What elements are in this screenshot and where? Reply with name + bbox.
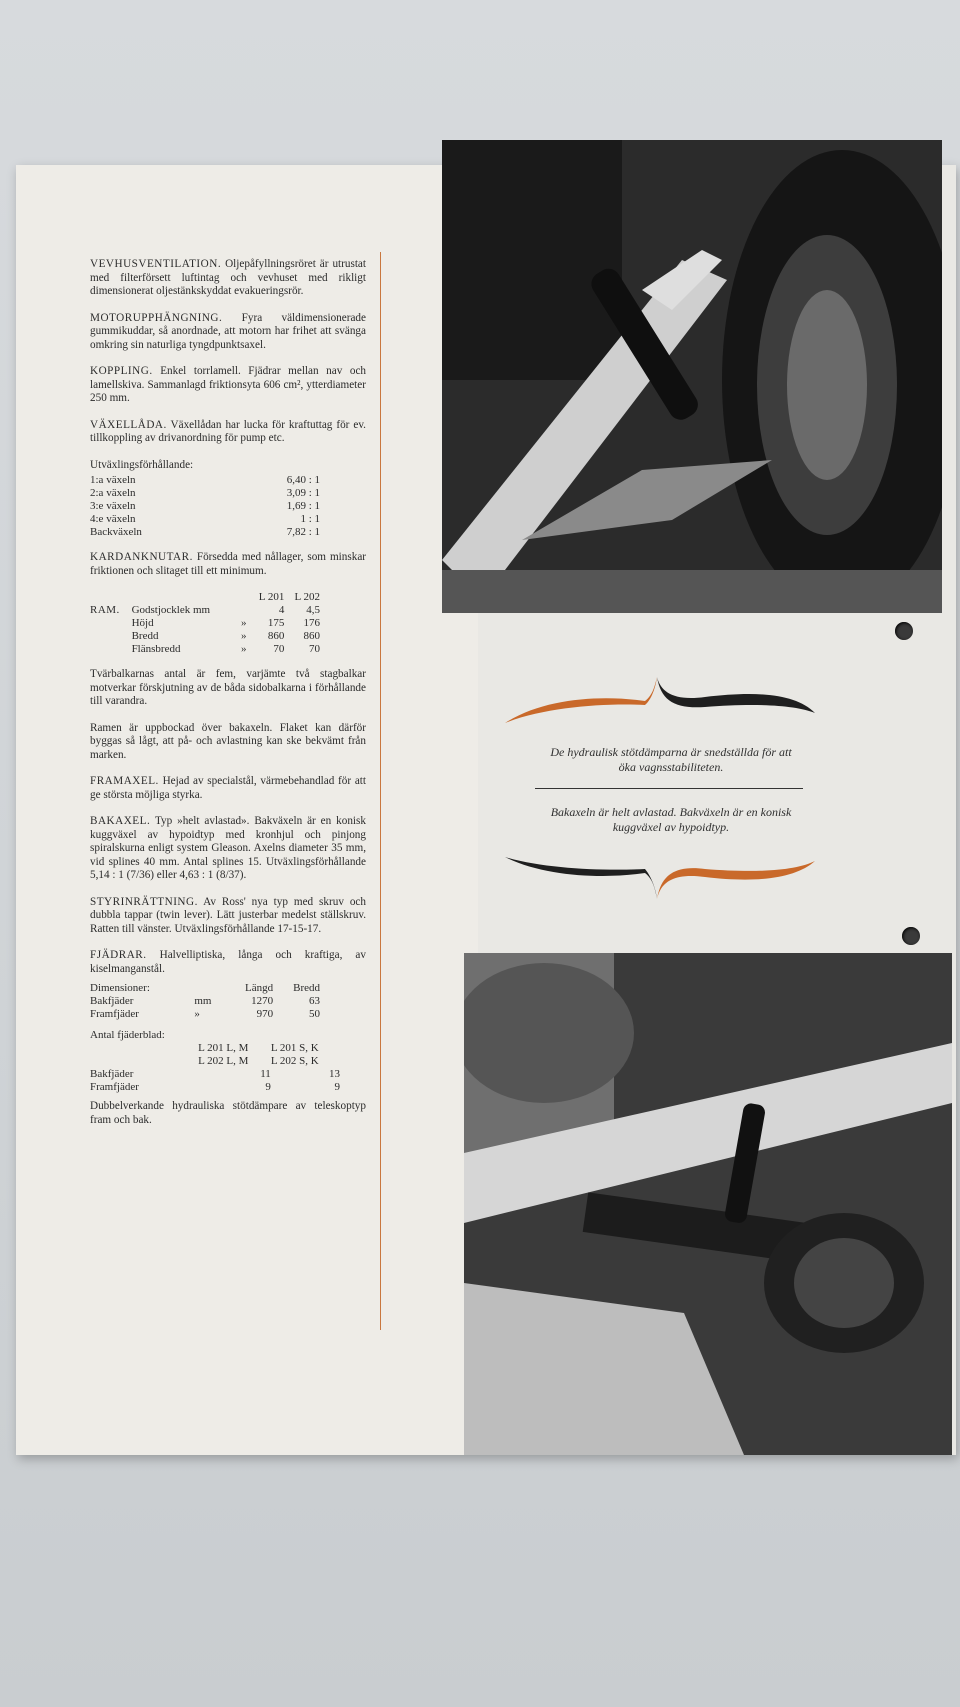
- section-fjadrar: FJÄDRAR. Halvelliptiska, långa och kraftiga, av kiselmanganstål.: [90, 949, 366, 975]
- column-rule: [380, 252, 381, 1330]
- section-motor: MOTORUPPHÄNGNING. Fyra väldimensionerade gummikuddar, så anordnade, att motorn har frihet att svänga omkring sin naturliga tyngdpunktsaxel.: [90, 311, 366, 351]
- section-kardan: KARDANKNUTAR. Försedda med nållager, som minskar friktionen och slitaget till ett minimum.: [90, 551, 367, 577]
- caption-box: [505, 675, 815, 905]
- rear-axle-illustration: [464, 953, 952, 1455]
- table-row: RAM. Godstjocklek mm 4 4,5: [90, 604, 320, 616]
- table-header-row: Dimensioner: Längd Bredd: [90, 982, 320, 994]
- section-koppling: KOPPLING. Enkel torrlamell. Fjädrar mellan nav och lamellskiva. Sammanlagd friktionsyta 606 cm², ytterdiameter 250 mm.: [90, 365, 367, 404]
- table-row: Bakfjäder 11 13: [90, 1068, 340, 1080]
- front-suspension-illustration: [442, 140, 942, 613]
- table-row: Flänsbredd » 70 70: [131, 643, 320, 655]
- caption-bottom: Bakaxeln är helt avlastad. Bakväxeln är en konisk kuggväxel av hypoidtyp.: [550, 805, 792, 834]
- table-row: 4:e växeln 1 : 1: [90, 513, 320, 525]
- rear-axle-photo: [464, 953, 952, 1455]
- table-header-row: L 202 L, M L 202 S, K: [198, 1055, 319, 1067]
- flourish-ornaments: [505, 675, 815, 905]
- binder-hole-top: [895, 622, 913, 640]
- section-styrning: STYRINRÄTTNING. Av Ross' nya typ med skruv och dubbla tappar (twin lever). Lätt justerbar medelst ställskruv. Ratten till vänster. Utväxlingsförhållande 17-15-17.: [90, 895, 366, 935]
- section-vaxellada: VÄXELLÅDA. Växellådan har lucka för kraftuttag för ev. tillkoppling av drivanordning för pump etc.: [90, 418, 366, 444]
- spec-text-column: [90, 258, 366, 1140]
- table-row: Bakfjäder mm 1270 63: [90, 995, 320, 1007]
- spring-leaf-table: [90, 1029, 340, 1094]
- binder-hole-bottom: [902, 927, 920, 945]
- table-row: Framfjäder » 970 50: [90, 1008, 320, 1020]
- utvaxling-label: Utväxlingsförhållande:: [90, 458, 194, 471]
- table-header-row: Antal fjäderblad:: [90, 1029, 165, 1041]
- section-vevhus: VEVHUSVENTILATION. Oljepåfyllningsröret är utrustat med filterförsett luftintag och vevhuset med rikligt dimensionerat oljestänkskyddat evakueringsrör.: [90, 258, 366, 297]
- table-row: Bredd » 860 860: [131, 630, 320, 642]
- front-suspension-photo: [442, 140, 942, 613]
- table-row: 2:a växeln 3,09 : 1: [90, 487, 320, 499]
- section-framaxel: FRAMAXEL. Hejad av specialstål, värmebehandlad för att ge största möjliga styrka.: [90, 775, 367, 801]
- table-header-row: L 201 L, M L 201 S, K: [198, 1042, 319, 1054]
- table-row: Höjd » 175 176: [131, 617, 320, 629]
- table-header-row: L 201 L 202: [258, 591, 320, 603]
- spring-dimension-table: [90, 982, 320, 1021]
- table-row: Framfjäder 9 9: [90, 1081, 340, 1093]
- gear-ratio-table: [90, 474, 320, 539]
- table-row: Backväxeln 7,82 : 1: [90, 526, 320, 538]
- closing-text: Dubbelverkande hydrauliska stötdämpare av teleskoptyp fram och bak.: [90, 1100, 366, 1126]
- section-bakaxel: BAKAXEL. Typ »helt avlastad». Bakväxeln är en konisk kuggväxel av hypoidtyp med kronhjul och pinjong spiralskurna enligt system Gleason. Axelns diameter 35 mm, vid splines 40 mm. Antal splines 15. Utväxlingsförhållande 5,14 : 1 (7/36) eller 4,63 : 1 (8/37).: [90, 815, 366, 881]
- frame-table: [90, 591, 320, 656]
- ram-text-2: Ramen är uppbockad över bakaxeln. Flaket kan därför byggas så lågt, att på- och avlastning kan ske bekvämt från marken.: [90, 721, 366, 761]
- caption-top: De hydraulisk stötdämparna är snedställda för att öka vagnsstabiliteten.: [550, 745, 792, 774]
- table-row: 1:a växeln 6,40 : 1: [90, 474, 320, 486]
- ram-text-1: Tvärbalkarnas antal är fem, varjämte två stagbalkar motverkar förskjutning av de båda sidobalkarna i förhållande till varandra.: [90, 668, 366, 707]
- caption-divider: [535, 788, 803, 789]
- table-row: 3:e växeln 1,69 : 1: [90, 500, 320, 512]
